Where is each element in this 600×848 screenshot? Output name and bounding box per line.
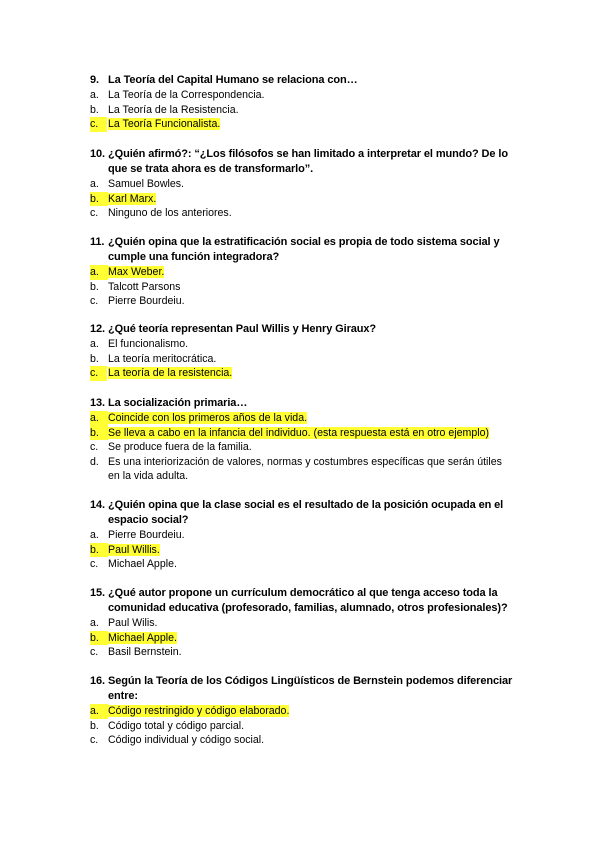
option-text: La teoría meritocrática. <box>108 352 217 365</box>
answer-option <box>90 337 530 352</box>
answer-option <box>90 88 530 103</box>
question-number: 10. <box>90 148 105 160</box>
answer-option <box>90 192 530 207</box>
question-line: Según la Teoría de los Códigos Lingüísticos de Bernstein podemos diferenciar <box>108 675 513 687</box>
option-letter: a. <box>90 529 99 541</box>
answer-option <box>90 265 530 280</box>
question-line: La socialización primaria… <box>108 397 248 409</box>
question-line: comunidad educativa (profesorado, familias, alumnado, otros profesionales)? <box>108 602 508 614</box>
option-text: Se produce fuera de la familia. <box>108 441 252 454</box>
highlighted-answer-text: La Teoría Funcionalista. <box>108 118 221 131</box>
answer-option <box>90 366 530 381</box>
option-text: El funcionalismo. <box>108 338 189 350</box>
highlighted-answer-text: Código restringido y código elaborado. <box>108 705 290 717</box>
option-letter: c. <box>90 295 99 308</box>
question-number: 15. <box>90 587 105 599</box>
question-5 <box>90 396 530 484</box>
answer-option <box>90 294 530 309</box>
question-number: 13. <box>90 397 105 409</box>
highlighted-answer-text: Coincide con los primeros años de la vida. <box>108 412 308 424</box>
option-letter: c. <box>90 734 99 747</box>
option-text: Samuel Bowles. <box>108 178 184 190</box>
question-line: que se trata ahora es de transformarlo”. <box>108 163 314 175</box>
answer-option <box>90 631 530 646</box>
highlighted-answer-text: Michael Apple. <box>108 631 177 644</box>
answer-option <box>90 733 530 748</box>
option-letter: b. <box>90 280 99 293</box>
answer-option <box>90 704 530 719</box>
question-line: ¿Qué teoría representan Paul Willis y Henry Giraux? <box>108 323 377 335</box>
option-text: Ninguno de los anteriores. <box>108 207 232 220</box>
question-line: La Teoría del Capital Humano se relaciona con… <box>108 74 358 86</box>
option-letter: c. <box>90 366 107 381</box>
highlighted-answer-text: Paul Willis. <box>108 543 160 556</box>
question-2 <box>90 147 530 221</box>
option-letter: a. <box>90 89 99 101</box>
option-text: Michael Apple. <box>108 558 177 571</box>
highlighted-answer-text: La teoría de la resistencia. <box>108 367 233 380</box>
option-letter: a. <box>90 704 108 719</box>
question-line: ¿Qué autor propone un currículum democrático al que tenga acceso toda la <box>108 587 498 599</box>
question-line: ¿Quién opina que la clase social es el resultado de la posición ocupada en el <box>108 499 504 511</box>
option-text: Pierre Bourdeiu. <box>108 529 185 541</box>
option-letter: b. <box>90 426 108 441</box>
answer-option <box>90 719 530 734</box>
answer-option <box>90 543 530 558</box>
option-letter: c. <box>90 117 107 132</box>
option-letter: a. <box>90 617 99 629</box>
answer-option <box>90 528 530 543</box>
answer-option <box>90 645 530 660</box>
option-letter: b. <box>90 631 108 646</box>
question-text <box>90 586 530 616</box>
question-1 <box>90 73 530 132</box>
question-6 <box>90 498 530 572</box>
option-text: Código total y código parcial. <box>108 719 245 732</box>
question-number: 12. <box>90 323 105 335</box>
option-letter: b. <box>90 352 99 365</box>
option-letter: a. <box>90 338 99 350</box>
highlighted-answer-text: Se lleva a cabo en la infancia del individuo. (esta respuesta está en otro ejemplo) <box>108 426 490 439</box>
question-7 <box>90 586 530 660</box>
question-line: entre: <box>108 690 138 702</box>
question-number: 9. <box>90 74 99 86</box>
option-text: Pierre Bourdeiu. <box>108 295 185 308</box>
answer-option <box>90 440 530 455</box>
option-text: La Teoría de la Correspondencia. <box>108 89 265 101</box>
option-text: Basil Bernstein. <box>108 646 182 659</box>
question-text <box>90 674 530 704</box>
answer-option <box>90 117 530 132</box>
question-text <box>90 73 530 88</box>
option-text: Es una interiorización de valores, normas y costumbres específicas que serán útiles <box>108 455 502 468</box>
question-text <box>90 322 530 337</box>
question-text <box>90 396 530 411</box>
answer-option <box>90 426 530 441</box>
answer-option <box>90 455 530 484</box>
option-letter: d. <box>90 455 99 468</box>
option-letter: a. <box>90 411 108 426</box>
highlighted-answer-text: Max Weber. <box>108 266 165 278</box>
question-text <box>90 498 530 528</box>
option-letter: b. <box>90 719 99 732</box>
option-text: Talcott Parsons <box>108 280 181 293</box>
question-text <box>90 147 530 177</box>
question-3 <box>90 235 530 309</box>
question-line: ¿Quién afirmó?: “¿Los filósofos se han limitado a interpretar el mundo? De lo <box>108 148 508 160</box>
option-letter: b. <box>90 192 108 207</box>
option-text: Código individual y código social. <box>108 734 265 747</box>
answer-option <box>90 206 530 221</box>
option-letter: b. <box>90 543 108 558</box>
question-line: cumple una función integradora? <box>108 251 280 263</box>
option-text: Paul Wilis. <box>108 617 158 629</box>
option-letter: a. <box>90 265 108 280</box>
question-number: 16. <box>90 675 105 687</box>
option-letter: c. <box>90 558 99 571</box>
option-letter: c. <box>90 207 99 220</box>
answer-option <box>90 557 530 572</box>
highlighted-answer-text: Karl Marx. <box>108 192 157 205</box>
option-letter: c. <box>90 646 99 659</box>
question-number: 11. <box>90 236 105 248</box>
option-text: en la vida adulta. <box>108 470 189 483</box>
option-letter: b. <box>90 103 99 116</box>
answer-option <box>90 103 530 118</box>
answer-option <box>90 177 530 192</box>
answer-option <box>90 280 530 295</box>
question-8 <box>90 674 530 748</box>
option-letter: a. <box>90 178 99 190</box>
answer-option <box>90 616 530 631</box>
option-letter: c. <box>90 441 99 454</box>
answer-option <box>90 352 530 367</box>
question-line: ¿Quién opina que la estratificación social es propia de todo sistema social y <box>108 236 500 248</box>
question-4 <box>90 322 530 381</box>
option-text: La Teoría de la Resistencia. <box>108 103 239 116</box>
question-number: 14. <box>90 499 105 511</box>
question-text <box>90 235 530 265</box>
answer-option <box>90 411 530 426</box>
question-line: espacio social? <box>108 514 189 526</box>
